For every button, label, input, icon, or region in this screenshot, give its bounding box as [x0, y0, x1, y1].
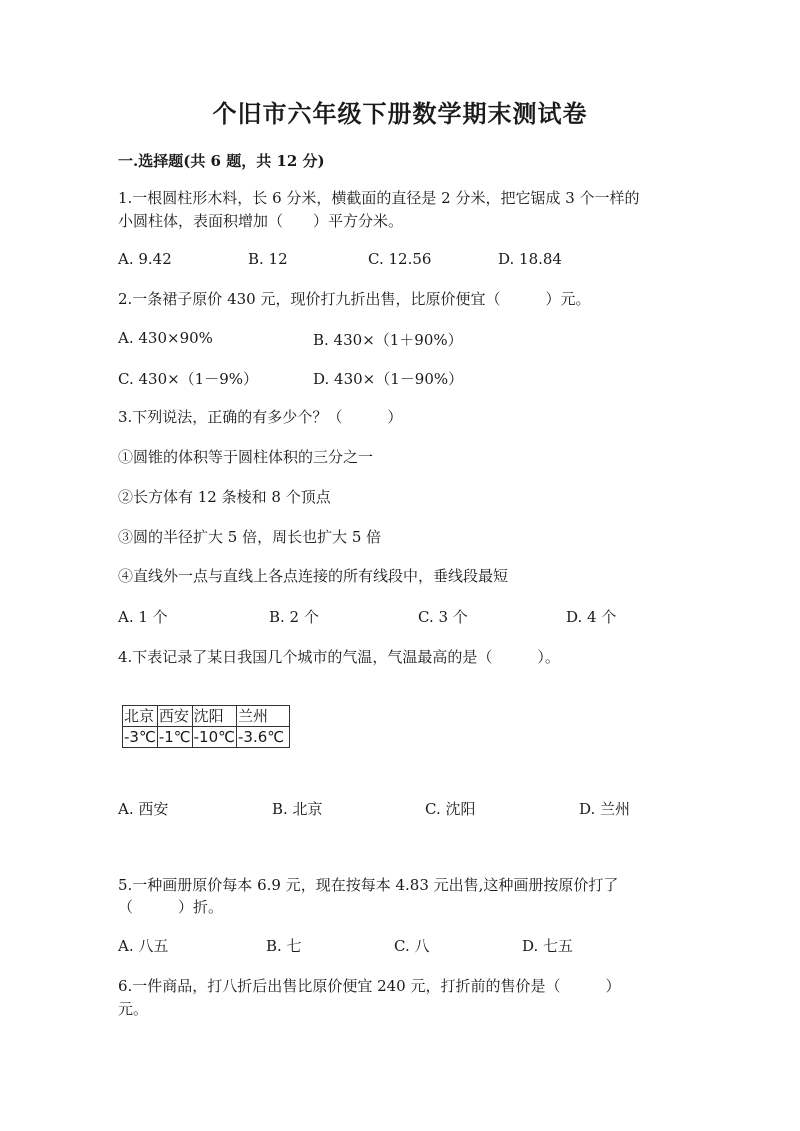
q3-option-b: B. 2 个 — [269, 608, 319, 626]
q4-text-line1: 4.下表记录了某日我国几个城市的气温，气温最高的是（ ）。 — [118, 648, 560, 666]
q2-option-a: A. 430×90% — [118, 329, 213, 347]
q5-text-line2: （ ）折。 — [118, 898, 224, 916]
q4-option-d: D. 兰州 — [579, 800, 631, 818]
table-cell-city: 北京 — [123, 706, 158, 727]
q2-option-d: D. 430×（1－90%） — [313, 370, 464, 388]
q2-option-b: B. 430×（1＋90%） — [313, 331, 463, 349]
q3-statement-1: ①圆锥的体积等于圆柱体积的三分之一 — [118, 448, 374, 466]
q1-text-line1: 1.一根圆柱形木料，长 6 分米，横截面的直径是 2 分米，把它锯成 3 个一样的 — [118, 189, 640, 207]
q5-option-c: C. 八 — [394, 937, 430, 955]
q5-option-b: B. 七 — [266, 937, 302, 955]
q6-text-line2: 元。 — [118, 1000, 149, 1018]
table-cell-temp: -1℃ — [158, 728, 191, 746]
q2-option-c: C. 430×（1－9%） — [118, 370, 259, 388]
q5-text-line1: 5.一种画册原价每本 6.9 元，现在按每本 4.83 元出售,这种画册按原价打了 — [118, 876, 619, 894]
q2-text-line1: 2.一条裙子原价 430 元，现价打九折出售，比原价便宜（ ）元。 — [118, 290, 591, 308]
q1-option-d: D. 18.84 — [498, 250, 562, 268]
q4-option-c: C. 沈阳 — [425, 800, 476, 818]
q3-statement-3: ③圆的半径扩大 5 倍，周长也扩大 5 倍 — [118, 528, 382, 546]
table-cell-temp: -3℃ — [124, 728, 156, 746]
q1-option-c: C. 12.56 — [368, 250, 432, 268]
page-title: 个旧市六年级下册数学期末测试卷 — [212, 99, 588, 128]
q4-option-b: B. 北京 — [272, 800, 323, 818]
q1-option-a: A. 9.42 — [118, 250, 172, 268]
q3-statement-2: ②长方体有 12 条棱和 8 个顶点 — [118, 488, 331, 506]
q3-text-line1: 3.下列说法，正确的有多少个？（ ） — [118, 408, 403, 426]
table-row-cities — [123, 706, 290, 727]
table-cell-temp: -10℃ — [193, 728, 235, 746]
q5-option-d: D. 七五 — [522, 937, 574, 955]
q3-option-a: A. 1 个 — [118, 608, 168, 626]
q5-option-a: A. 八五 — [118, 937, 169, 955]
q1-text-line2: 小圆柱体，表面积增加（ ）平方分米。 — [118, 212, 404, 230]
table-row-temps — [123, 727, 290, 748]
table-cell-city: 兰州 — [236, 706, 289, 727]
q6-text-line1: 6.一件商品，打八折后出售比原价便宜 240 元，打折前的售价是（ ） — [118, 977, 621, 995]
q3-option-c: C. 3 个 — [418, 608, 468, 626]
temperature-table — [122, 705, 290, 748]
section-heading: 一.选择题(共 6 题，共 12 分) — [118, 152, 325, 170]
table-cell-city: 沈阳 — [192, 706, 236, 727]
q3-statement-4: ④直线外一点与直线上各点连接的所有线段中，垂线段最短 — [118, 567, 509, 585]
q1-option-b: B. 12 — [248, 250, 288, 268]
table-cell-city: 西安 — [157, 706, 192, 727]
table-cell-temp: -3.6℃ — [236, 727, 289, 748]
q4-option-a: A. 西安 — [118, 800, 169, 818]
q3-option-d: D. 4 个 — [566, 608, 617, 626]
